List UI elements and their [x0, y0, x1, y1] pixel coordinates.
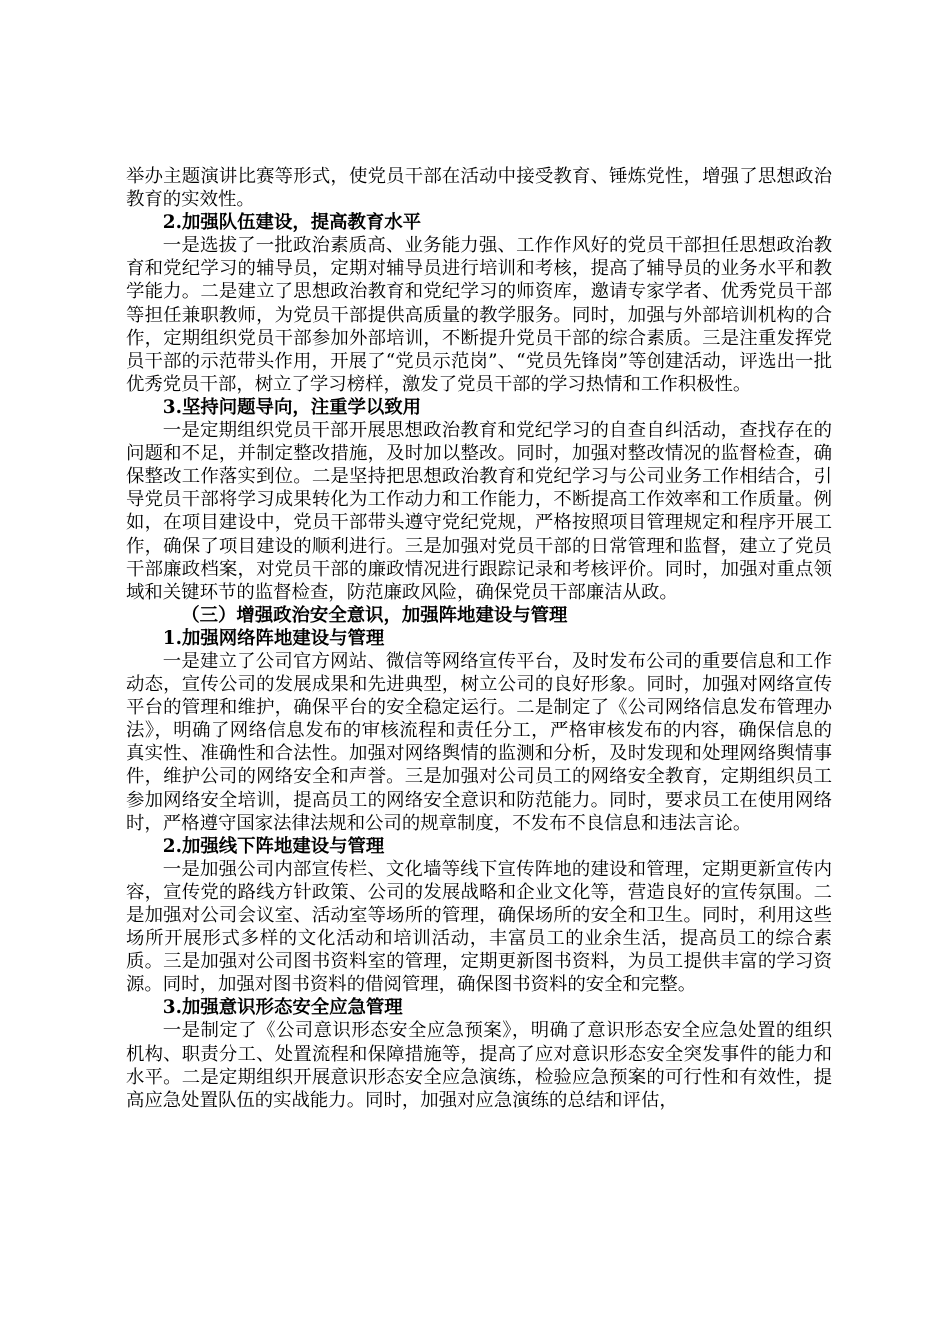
paragraph-offline-position: 一是加强公司内部宣传栏、文化墙等线下宣传阵地的建设和管理，定期更新宣传内容，宣传党的路线方针政策、公司的发展战略和企业文化等，营造良好的宣传氛围。二是加强对公司会议室、活动室等场所的管理，确保场所的安全和卫生。同时，利用这些场所开展形式多样的文化活动和培训活动，丰富员工的业余生活，提高员工的综合素质。三是加强对公司图书资料室的管理，定期更新图书资料，为员工提供丰富的学习资源。同时，加强对图书资料的借阅管理，确保图书资料的安全和完整。 — [126, 858, 832, 996]
paragraph-team-building: 一是选拔了一批政治素质高、业务能力强、工作作风好的党员干部担任思想政治教育和党纪学习的辅导员，定期对辅导员进行培训和考核，提高了辅导员的业务水平和教学能力。二是建立了思想政治教育和党纪学习的师资库，邀请专家学者、优秀党员干部等担任兼职教师，为党员干部提供高质量的教学服务。同时，加强与外部培训机构的合作，定期组织党员干部参加外部培训，不断提升党员干部的综合素质。三是注重发挥党员干部的示范带头作用，开展了“党员示范岗”、“党员先锋岗”等创建活动，评选出一批优秀党员干部，树立了学习榜样，激发了党员干部的学习热情和工作积极性。 — [126, 235, 832, 395]
document-page — [126, 165, 832, 1112]
heading-team-building: 2.加强队伍建设，提高教育水平 — [162, 212, 422, 234]
heading-problem-oriented: 3.坚持问题导向，注重学以致用 — [162, 396, 422, 418]
heading-emergency-management: 3.加强意识形态安全应急管理 — [162, 997, 403, 1019]
heading-offline-position: 2.加强线下阵地建设与管理 — [162, 835, 385, 857]
paragraph-problem-oriented: 一是定期组织党员干部开展思想政治教育和党纪学习的自查自纠活动，查找存在的问题和不足，并制定整改措施，及时加以整改。同时，加强对整改情况的监督检查，确保整改工作落实到位。二是坚持把思想政治教育和党纪学习与公司业务工作相结合，引导党员干部将学习成果转化为工作动力和工作能力，不断提高工作效率和工作质量。例如，在项目建设中，党员干部带头遵守党纪党规，严格按照项目管理规定和程序开展工作，确保了项目建设的顺利进行。三是加强对党员干部的日常管理和监督，建立了党员干部廉政档案，对党员干部的廉政情况进行跟踪记录和考核评价。同时，加强对重点领域和关键环节的监督检查，防范廉政风险，确保党员干部廉洁从政。 — [126, 420, 832, 603]
heading-network-position: 1.加强网络阵地建设与管理 — [162, 627, 385, 649]
section-heading-political-security: （三）增强政治安全意识，加强阵地建设与管理 — [181, 604, 568, 626]
paragraph-network-position: 一是建立了公司官方网站、微信等网络宣传平台，及时发布公司的重要信息和工作动态，宣传公司的发展成果和先进典型，树立公司的良好形象。同时，加强对网络宣传平台的管理和维护，确保平台的安全稳定运行。二是制定了《公司网络信息发布管理办法》，明确了网络信息发布的审核流程和责任分工，严格审核发布的内容，确保信息的真实性、准确性和合法性。加强对网络舆情的监测和分析，及时发现和处理网络舆情事件，维护公司的网络安全和声誉。三是加强对公司员工的网络安全教育，定期组织员工参加网络安全培训，提高员工的网络安全意识和防范能力。同时，要求员工在使用网络时，严格遵守国家法律法规和公司的规章制度，不发布不良信息和违法言论。 — [126, 650, 832, 834]
paragraph-continuation: 举办主题演讲比赛等形式，使党员干部在活动中接受教育、锤炼党性，增强了思想政治教育的实效性。 — [126, 166, 832, 211]
paragraph-emergency-management: 一是制定了《公司意识形态安全应急预案》，明确了意识形态安全应急处置的组织机构、职责分工、处置流程和保障措施等，提高了应对意识形态安全突发事件的能力和水平。二是定期组织开展意识形态安全应急演练，检验应急预案的可行性和有效性，提高应急处置队伍的实战能力。同时，加强对应急演练的总结和评估， — [126, 1020, 832, 1111]
